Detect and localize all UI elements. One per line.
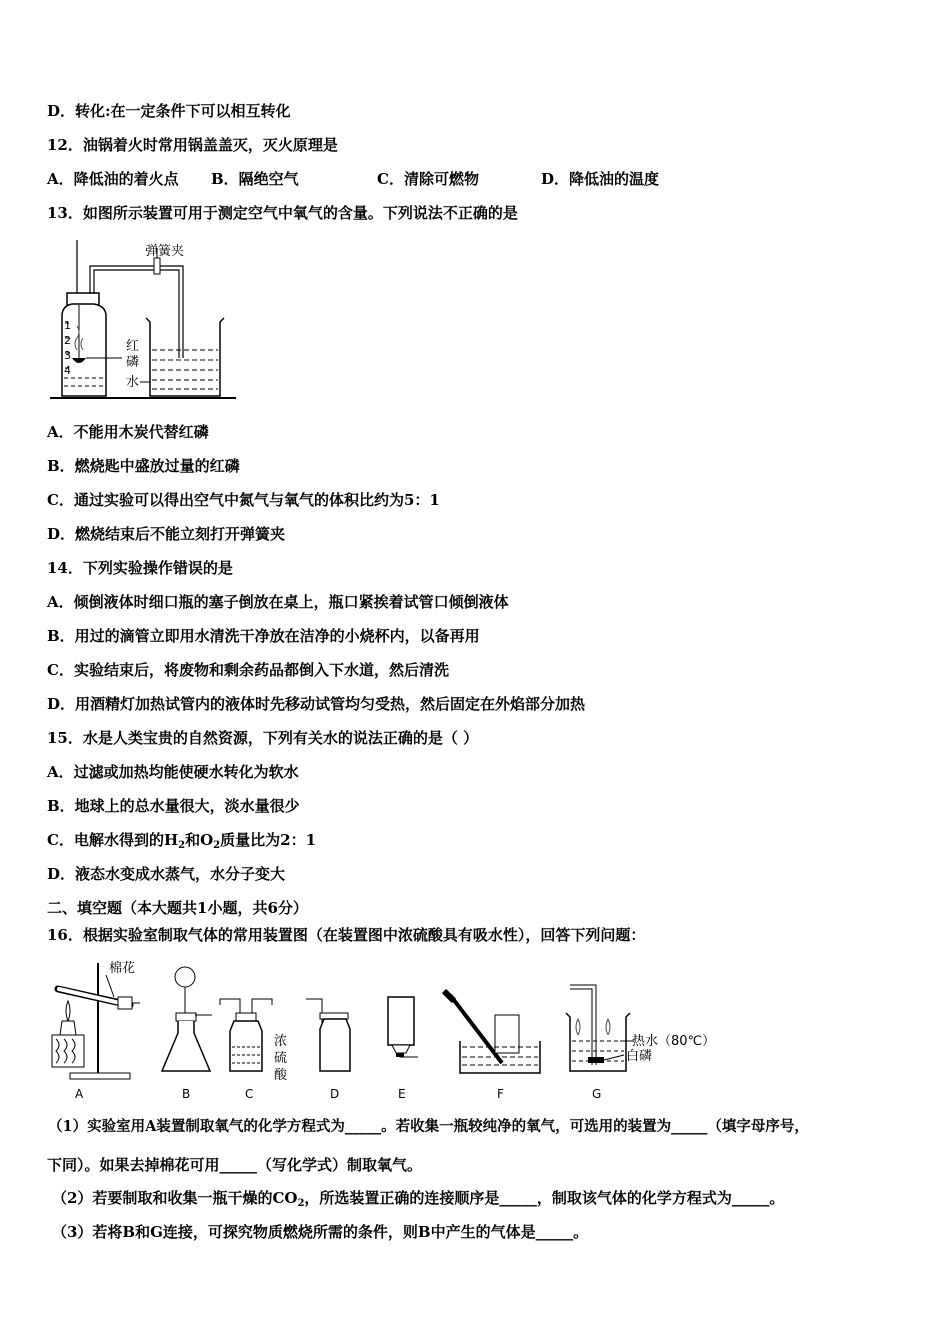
q11-option-d: D．转化:在一定条件下可以相互转化 bbox=[47, 102, 291, 120]
label-a: A bbox=[75, 1087, 84, 1101]
white-phosphorus-label: 白磷 bbox=[626, 1049, 653, 1064]
q14-option-b: B．用过的滴管立即用水清洗干净放在洁净的小烧杯内，以备再用 bbox=[47, 627, 480, 645]
q15-option-d: D．液态水变成水蒸气，水分子变大 bbox=[47, 865, 286, 883]
q12-option-c: C．清除可燃物 bbox=[377, 170, 479, 188]
q15-stem: 15．水是人类宝贵的自然资源，下列有关水的说法正确的是（ ） bbox=[47, 729, 479, 747]
q12-option-d: D．降低油的温度 bbox=[541, 170, 660, 188]
q16-part1-line2: 下同）。如果去掉棉花可用_____（写化学式）制取氧气。 bbox=[47, 1156, 423, 1174]
scale-tick-2: 3 bbox=[64, 349, 71, 362]
apparatus-a bbox=[52, 963, 140, 1079]
label-e: E bbox=[398, 1087, 406, 1101]
q12-stem: 12．油锅着火时常用锅盖盖灭，灭火原理是 bbox=[47, 136, 338, 154]
q13-option-b: B．燃烧匙中盛放过量的红磷 bbox=[47, 457, 240, 475]
apparatus-b bbox=[162, 967, 212, 1071]
label-g: G bbox=[592, 1087, 602, 1101]
section-heading: 二、填空题（本大题共1小题，共6分） bbox=[47, 899, 308, 917]
q14-option-d: D．用酒精灯加热试管内的液体时先移动试管均匀受热，然后固定在外焰部分加热 bbox=[47, 695, 586, 713]
cotton-label: 棉花 bbox=[109, 961, 136, 976]
q13-option-c: C．通过实验可以得出空气中氮气与氧气的体积比约为5：1 bbox=[47, 491, 440, 509]
q14-option-c: C．实验结束后，将废物和剩余药品都倒入下水道，然后清洗 bbox=[47, 661, 449, 679]
apparatus-c bbox=[220, 999, 272, 1071]
q15-option-a: A．过滤或加热均能使硬水转化为软水 bbox=[47, 763, 299, 781]
hot-water-label: 热水（80℃） bbox=[632, 1034, 716, 1049]
phosphorus-label: 磷 bbox=[126, 355, 140, 370]
q15-option-c: C．电解水得到的$H_2$和$O_2$质量比为2：1 bbox=[47, 831, 317, 851]
label-d: D bbox=[330, 1087, 340, 1101]
q13-stem: 13．如图所示装置可用于测定空气中氧气的含量。下列说法不正确的是 bbox=[47, 204, 518, 222]
scale-tick-3: 2 bbox=[64, 334, 71, 347]
q13-option-d: D．燃烧结束后不能立刻打开弹簧夹 bbox=[47, 525, 286, 543]
q12-option-b: B．隔绝空气 bbox=[211, 170, 299, 188]
spring-clip-label: 弹簧夹 bbox=[145, 244, 185, 259]
apparatus-f bbox=[444, 991, 540, 1073]
acid-label-1: 浓 bbox=[274, 1034, 288, 1049]
q12-options bbox=[47, 169, 659, 189]
q16-part3: （3）若将B和G连接，可探究物质燃烧所需的条件，则B中产生的气体是_____。 bbox=[52, 1223, 589, 1241]
q14-option-a: A．倾倒液体时细口瓶的塞子倒放在桌上，瓶口紧挨着试管口倾倒液体 bbox=[47, 593, 509, 611]
red-label: 红 bbox=[126, 339, 140, 354]
q14-stem: 14．下列实验操作错误的是 bbox=[47, 559, 233, 577]
q16-part1-line1: （1）实验室用A装置制取氧气的化学方程式为_____。若收集一瓶较纯净的氧气，可选用的装置为_____（填字母序号， bbox=[48, 1118, 809, 1135]
scale-tick-4: 1 bbox=[64, 319, 71, 332]
q13-option-a: A．不能用木炭代替红磷 bbox=[47, 423, 209, 441]
q16-part2: （2）若要制取和收集一瓶干燥的$CO_2$，所选装置正确的连接顺序是_____，制取该气体的化学方程式为_____。 bbox=[52, 1189, 785, 1209]
q13-apparatus-figure bbox=[50, 238, 240, 403]
label-f: F bbox=[497, 1087, 504, 1101]
q16-apparatus-figure bbox=[40, 955, 720, 1105]
scale-tick-1: 4 bbox=[64, 364, 71, 377]
water-label: 水 bbox=[126, 375, 140, 390]
acid-label-2: 硫 bbox=[274, 1051, 288, 1066]
label-c: C bbox=[245, 1087, 254, 1101]
apparatus-g bbox=[566, 985, 634, 1071]
label-b: B bbox=[182, 1087, 191, 1101]
q15-option-b: B．地球上的总水量很大，淡水量很少 bbox=[47, 797, 300, 815]
apparatus-d bbox=[306, 999, 350, 1071]
acid-label-3: 酸 bbox=[274, 1068, 288, 1083]
q16-stem: 16．根据实验室制取气体的常用装置图（在装置图中浓硫酸具有吸水性），回答下列问题： bbox=[47, 926, 646, 944]
q12-option-a: A．降低油的着火点 bbox=[47, 170, 179, 188]
apparatus-e bbox=[388, 997, 418, 1057]
